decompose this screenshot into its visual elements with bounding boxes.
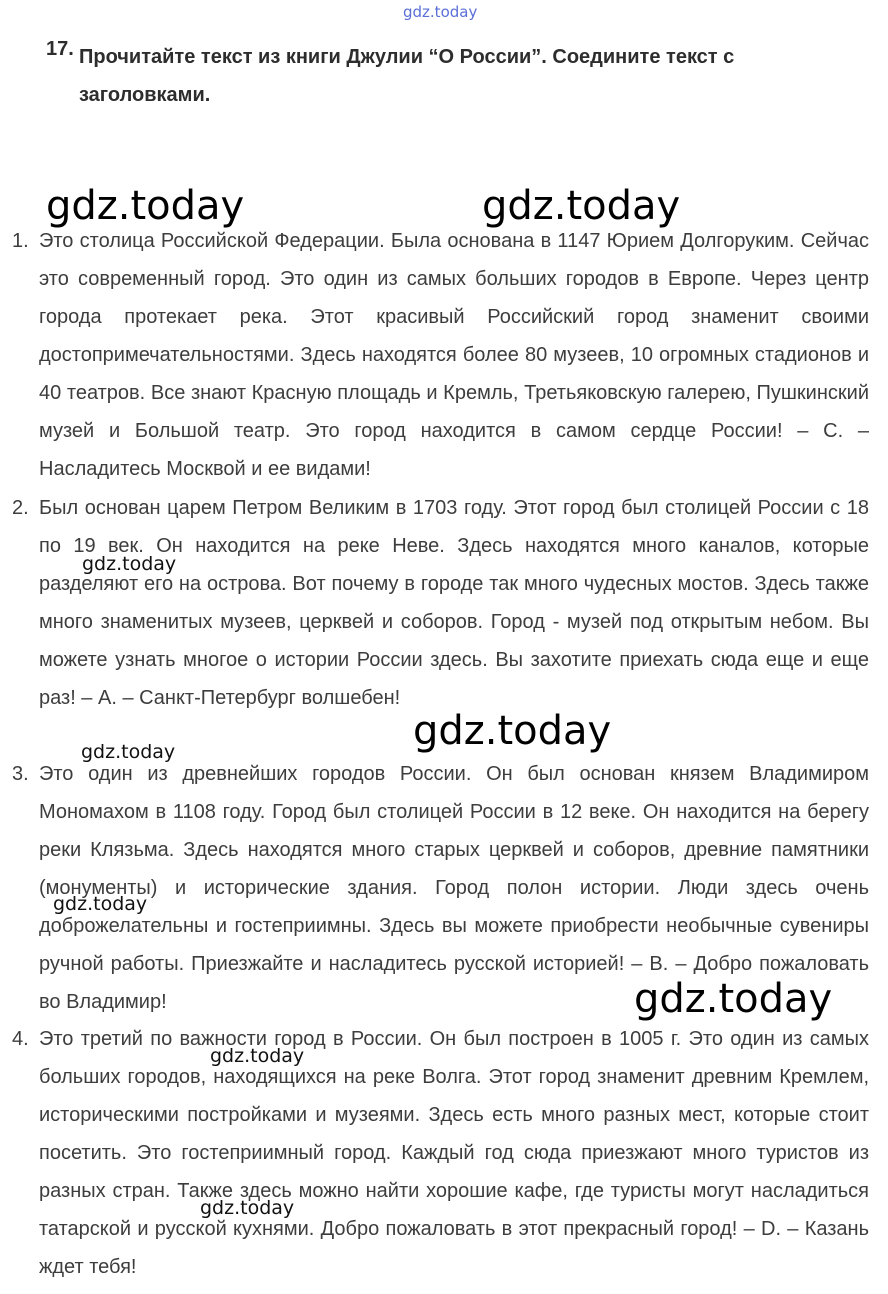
paragraph-1 bbox=[12, 222, 869, 488]
paragraph-number: 2. bbox=[12, 497, 29, 519]
watermark: gdz.today bbox=[413, 708, 612, 754]
task-number: 17. bbox=[46, 38, 74, 60]
paragraph-text: Был основан царем Петром Великим в 1703 году. Этот город был столицей России с 18 по 19 век. Он находится на реке Неве. Здесь находятся много каналов, которые разделяют его на острова. Вот почему в городе так много чудесных мостов. Здесь также много знаменитых музеев, церквей и соборов. Город - музей под открытым небом. Вы можете узнать многое о истории России здесь. Вы захотите приехать сюда еще и еще раз! – A. – Санкт-Петербург волшебен! bbox=[39, 497, 869, 709]
watermark: gdz.today bbox=[482, 183, 681, 229]
paragraph-4 bbox=[12, 1020, 869, 1286]
paragraph-2 bbox=[12, 489, 869, 717]
task-instruction: Прочитайте текст из книги Джулии “О России”. Соедините текст с заголовками. bbox=[79, 46, 735, 106]
watermark: gdz.today bbox=[200, 1197, 295, 1219]
paragraph-text: Это столица Российской Федерации. Была основана в 1147 Юрием Долгоруким. Сейчас это современный город. Это один из самых больших городов в Европе. Через центр города протекает река. Этот красивый Российский город знаменит своими достопримечательностями. Здесь находятся более 80 музеев, 10 огромных стадионов и 40 театров. Все знают Красную площадь и Кремль, Третьяковскую галерею, Пушкинский музей и Большой театр. Это город находится в самом сердце России! – C. – Насладитесь Москвой и ее видами! bbox=[39, 230, 869, 480]
watermark: gdz.today bbox=[53, 893, 148, 915]
watermark: gdz.today bbox=[82, 553, 177, 575]
paragraph-number: 3. bbox=[12, 763, 29, 785]
watermark: gdz.today bbox=[81, 741, 176, 763]
watermark-top: gdz.today bbox=[403, 3, 478, 21]
watermark: gdz.today bbox=[210, 1045, 305, 1067]
watermark: gdz.today bbox=[634, 976, 833, 1022]
paragraph-number: 4. bbox=[12, 1028, 29, 1050]
watermark: gdz.today bbox=[46, 183, 245, 229]
paragraph-number: 1. bbox=[12, 230, 29, 252]
paragraph-text: Это один из древнейших городов России. Он был основан князем Владимиром Мономахом в 1108 году. Город был столицей России в 12 веке. Он находится на берегу реки Клязьма. Здесь находятся много старых церквей и соборов, древние памятники (монументы) и исторические здания. Город полон истории. Люди здесь очень доброжелательны и гостеприимны. Здесь вы можете приобрести необычные сувениры ручной работы. Приезжайте и насладитесь русской историей! – B. – Добро пожаловать во Владимир! bbox=[39, 763, 869, 1013]
paragraph-text: Это третий по важности город в России. Он был построен в 1005 г. Это один из самых больших городов, находящихся на реке Волга. Этот город знаменит древним Кремлем, историческими постройками и музеями. Здесь есть много разных мест, которые стоит посетить. Это гостеприимный город. Каждый год сюда приезжают много туристов из разных стран. Также здесь можно найти хорошие кафе, где туристы могут насладиться татарской и русской кухнями. Добро пожаловать в этот прекрасный город! – D. – Казань ждет тебя! bbox=[39, 1028, 869, 1278]
